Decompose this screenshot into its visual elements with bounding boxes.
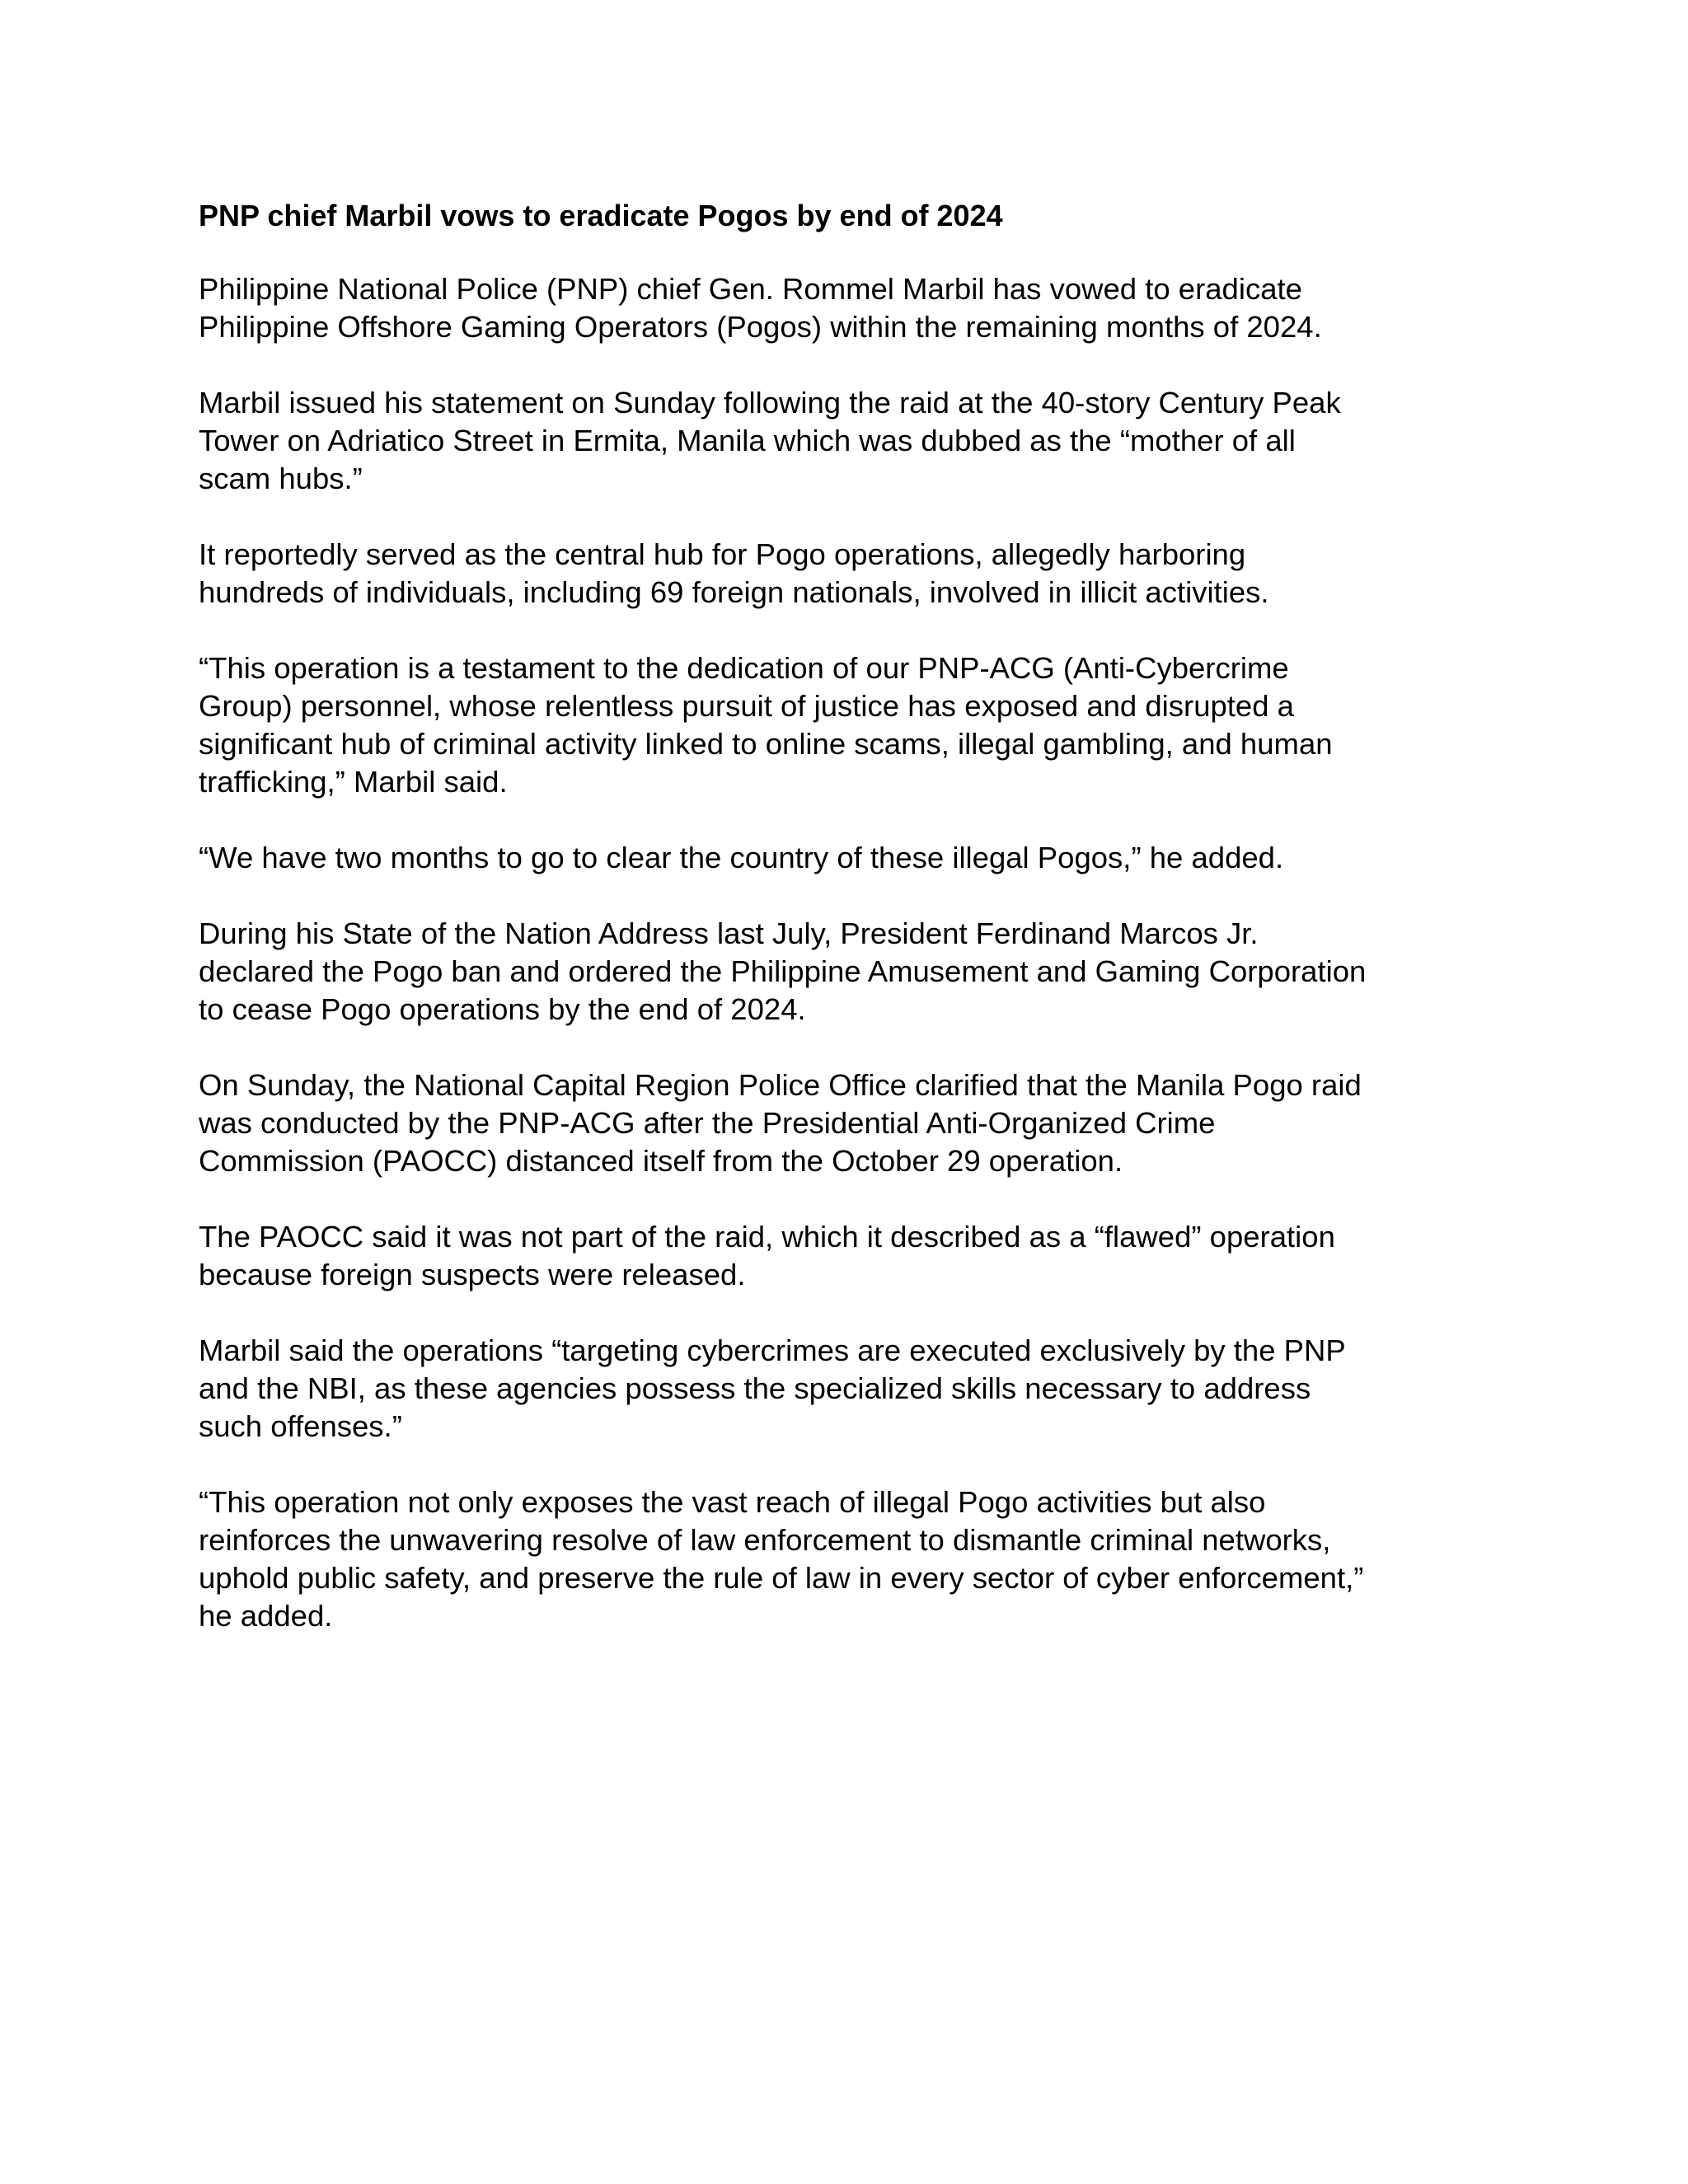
paragraph-line: Marbil issued his statement on Sunday following the raid at the 40-story Century Peak [199, 386, 1341, 419]
paragraph-line: to cease Pogo operations by the end of 2024. [199, 992, 806, 1026]
article-paragraph [199, 270, 1501, 346]
paragraph-line: trafficking,” Marbil said. [199, 765, 508, 799]
article-body [199, 194, 1501, 1673]
article-paragraph [199, 1483, 1501, 1635]
paragraph-line: and the NBI, as these agencies possess the specialized skills necessary to address [199, 1371, 1311, 1405]
article-paragraph [199, 1066, 1501, 1180]
paragraph-line: Marbil said the operations “targeting cybercrimes are executed exclusively by the PNP [199, 1333, 1346, 1367]
paragraph-line: “We have two months to go to clear the country of these illegal Pogos,” he added. [199, 841, 1284, 874]
article-title: PNP chief Marbil vows to eradicate Pogos by end of 2024 [199, 199, 1003, 232]
paragraph-line: reinforces the unwavering resolve of law enforcement to dismantle criminal networks, [199, 1523, 1331, 1557]
paragraph-line: It reportedly served as the central hub for Pogo operations, allegedly harboring [199, 537, 1246, 571]
paragraph-line: was conducted by the PNP-ACG after the Presidential Anti-Organized Crime [199, 1106, 1216, 1140]
paragraph-line: The PAOCC said it was not part of the raid, which it described as a “flawed” operation [199, 1220, 1335, 1254]
paragraph-line: “This operation not only exposes the vast reach of illegal Pogo activities but also [199, 1485, 1266, 1519]
paragraph-line: Philippine National Police (PNP) chief Gen. Rommel Marbil has vowed to eradicate [199, 272, 1302, 306]
article-paragraph [199, 649, 1501, 801]
article-paragraphs [199, 270, 1501, 1635]
paragraph-line: Philippine Offshore Gaming Operators (Pogos) within the remaining months of 2024. [199, 310, 1322, 344]
paragraph-line: Tower on Adriatico Street in Ermita, Manila which was dubbed as the “mother of all [199, 424, 1296, 457]
paragraph-line: During his State of the Nation Address last July, President Ferdinand Marcos Jr. [199, 916, 1259, 950]
article-paragraph [199, 1332, 1501, 1446]
article-paragraph [199, 536, 1501, 612]
article-paragraph [199, 915, 1501, 1029]
article-paragraph [199, 1218, 1501, 1294]
paragraph-line: Commission (PAOCC) distanced itself from the October 29 operation. [199, 1144, 1123, 1178]
article-paragraph [199, 839, 1501, 877]
paragraph-line: such offenses.” [199, 1409, 402, 1443]
paragraph-line: scam hubs.” [199, 462, 363, 495]
article-paragraph [199, 384, 1501, 498]
paragraph-line: declared the Pogo ban and ordered the Philippine Amusement and Gaming Corporation [199, 954, 1367, 988]
paragraph-line: significant hub of criminal activity linked to online scams, illegal gambling, and human [199, 727, 1333, 761]
paragraph-line: On Sunday, the National Capital Region Police Office clarified that the Manila Pogo raid [199, 1068, 1362, 1102]
paragraph-line: Group) personnel, whose relentless pursuit of justice has exposed and disrupted a [199, 689, 1294, 723]
paragraph-line: hundreds of individuals, including 69 foreign nationals, involved in illicit activities. [199, 575, 1269, 609]
paragraph-line: “This operation is a testament to the dedication of our PNP-ACG (Anti-Cybercrime [199, 651, 1289, 685]
paragraph-line: because foreign suspects were released. [199, 1258, 746, 1291]
paragraph-line: uphold public safety, and preserve the rule of law in every sector of cyber enforcement,” [199, 1561, 1364, 1595]
paragraph-line: he added. [199, 1599, 333, 1633]
